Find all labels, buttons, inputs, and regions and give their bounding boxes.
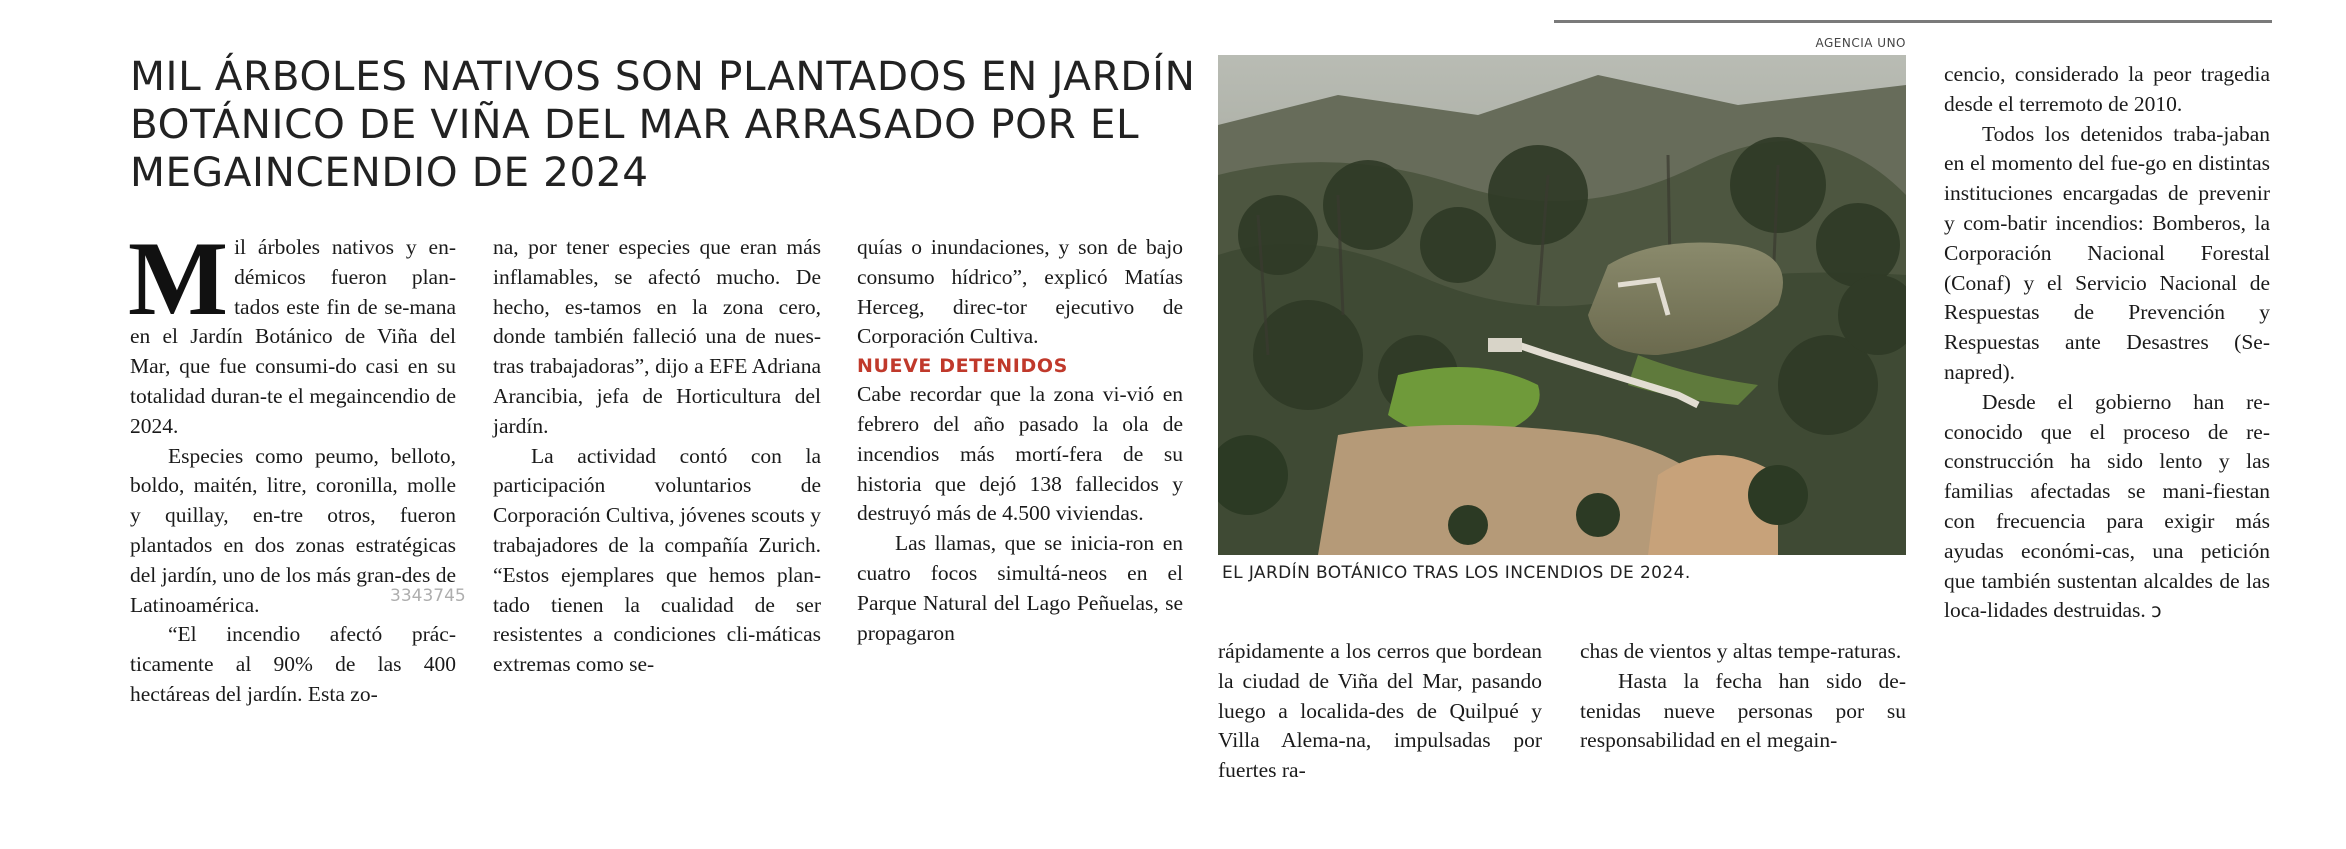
headline: MIL ÁRBOLES NATIVOS SON PLANTADOS EN JARDÍN BOTÁNICO DE VIÑA DEL MAR ARRASADO POR EL MEGAINCENDIO DE 2024 bbox=[130, 52, 1196, 196]
paragraph: quías o inundaciones, y son de bajo consumo hídrico”, explicó Matías Herceg, direc-tor ejecutivo de Corporación Cultiva. bbox=[857, 235, 1183, 349]
column-5 bbox=[1580, 637, 1906, 756]
paragraph: il árboles nativos y en-démicos fueron plan-tados este fin de se-mana en el Jardín Botánico de Viña del Mar, que fue consumi-do casi en su totalidad duran-te el megaincendio de 2024. bbox=[130, 235, 456, 438]
column-1 bbox=[128, 220, 456, 710]
paragraph: cencio, considerado la peor tragedia desde el terremoto de 2010. bbox=[1944, 62, 2270, 116]
paragraph: rápidamente a los cerros que bordean la ciudad de Viña del Mar, pasando luego a localida-des de Quilpué y Villa Alema-na, impulsadas por fuertes ra- bbox=[1218, 639, 1542, 783]
paragraph: La actividad contó con la participación voluntarios de Corporación Cultiva, jóvenes scouts y trabajadores de la compañía Zurich. “Estos ejemplares que hemos plan-tado tienen la cualidad de ser resistentes a condiciones cli-máticas extremas como se- bbox=[493, 443, 821, 677]
column-4 bbox=[1218, 637, 1542, 786]
article-photo bbox=[1218, 55, 1906, 555]
clip-id-stamp: 3343745 bbox=[390, 586, 466, 606]
drop-cap: M bbox=[128, 220, 229, 337]
paragraph: Las llamas, que se inicia-ron en cuatro focos simultá-neos en el Parque Natural del Lago Peñuelas, se propagaron bbox=[857, 531, 1183, 645]
paragraph: na, por tener especies que eran más inflamables, se afectó mucho. De hecho, es-tamos en la zona cero, donde también falleció una de nues-tras trabajadoras”, dijo a EFE Adriana Arancibia, jefa de Horticultura del jardín. bbox=[493, 235, 821, 438]
photo-caption: EL JARDÍN BOTÁNICO TRAS LOS INCENDIOS DE 2024. bbox=[1222, 563, 1691, 583]
column-3 bbox=[857, 233, 1183, 648]
section-subhead: NUEVE DETENIDOS bbox=[857, 355, 1068, 378]
paragraph: “El incendio afectó prác-ticamente al 90% de las 400 hectáreas del jardín. Esta zo- bbox=[130, 622, 456, 706]
photo-credit: AGENCIA UNO bbox=[1815, 36, 1906, 50]
paragraph: Cabe recordar que la zona vi-vió en febrero del año pasado la ola de incendios más mortí-fera de su historia que dejó 138 fallecidos y destruyó más de 4.500 viviendas. bbox=[857, 382, 1183, 526]
paragraph: chas de vientos y altas tempe-raturas. bbox=[1580, 639, 1902, 663]
end-mark-icon: ↄ bbox=[2151, 600, 2162, 623]
column-6 bbox=[1944, 60, 2270, 627]
column-2 bbox=[493, 233, 821, 680]
paragraph: Hasta la fecha han sido de-tenidas nueve personas por su responsabilidad en el megain- bbox=[1580, 668, 1906, 753]
top-rule bbox=[1554, 20, 2272, 23]
paragraph: Todos los detenidos traba-jaban en el momento del fue-go en distintas instituciones encargadas de prevenir y com-batir incendios: Bomberos, la Corporación Nacional Forestal (Conaf) y el Servicio Nacional de Respuestas de Prevención y Respuestas ante Desastres (Se-napred). bbox=[1944, 121, 2270, 384]
paragraph: Desde el gobierno han re-conocido que el proceso de re-construcción ha sido lento y las familias afectadas se mani-fiestan con frecuencia para exigir más ayudas económi-cas, una petición que también sustentan alcaldes de las loca-lidades destruidas. bbox=[1944, 389, 2270, 623]
paragraph: Especies como peumo, belloto, boldo, maitén, litre, coronilla, molle y quillay, en-tre otros, fueron plantados en dos zonas estratégicas del jardín, uno de los más gran-des de Latinoamérica. bbox=[130, 443, 456, 617]
